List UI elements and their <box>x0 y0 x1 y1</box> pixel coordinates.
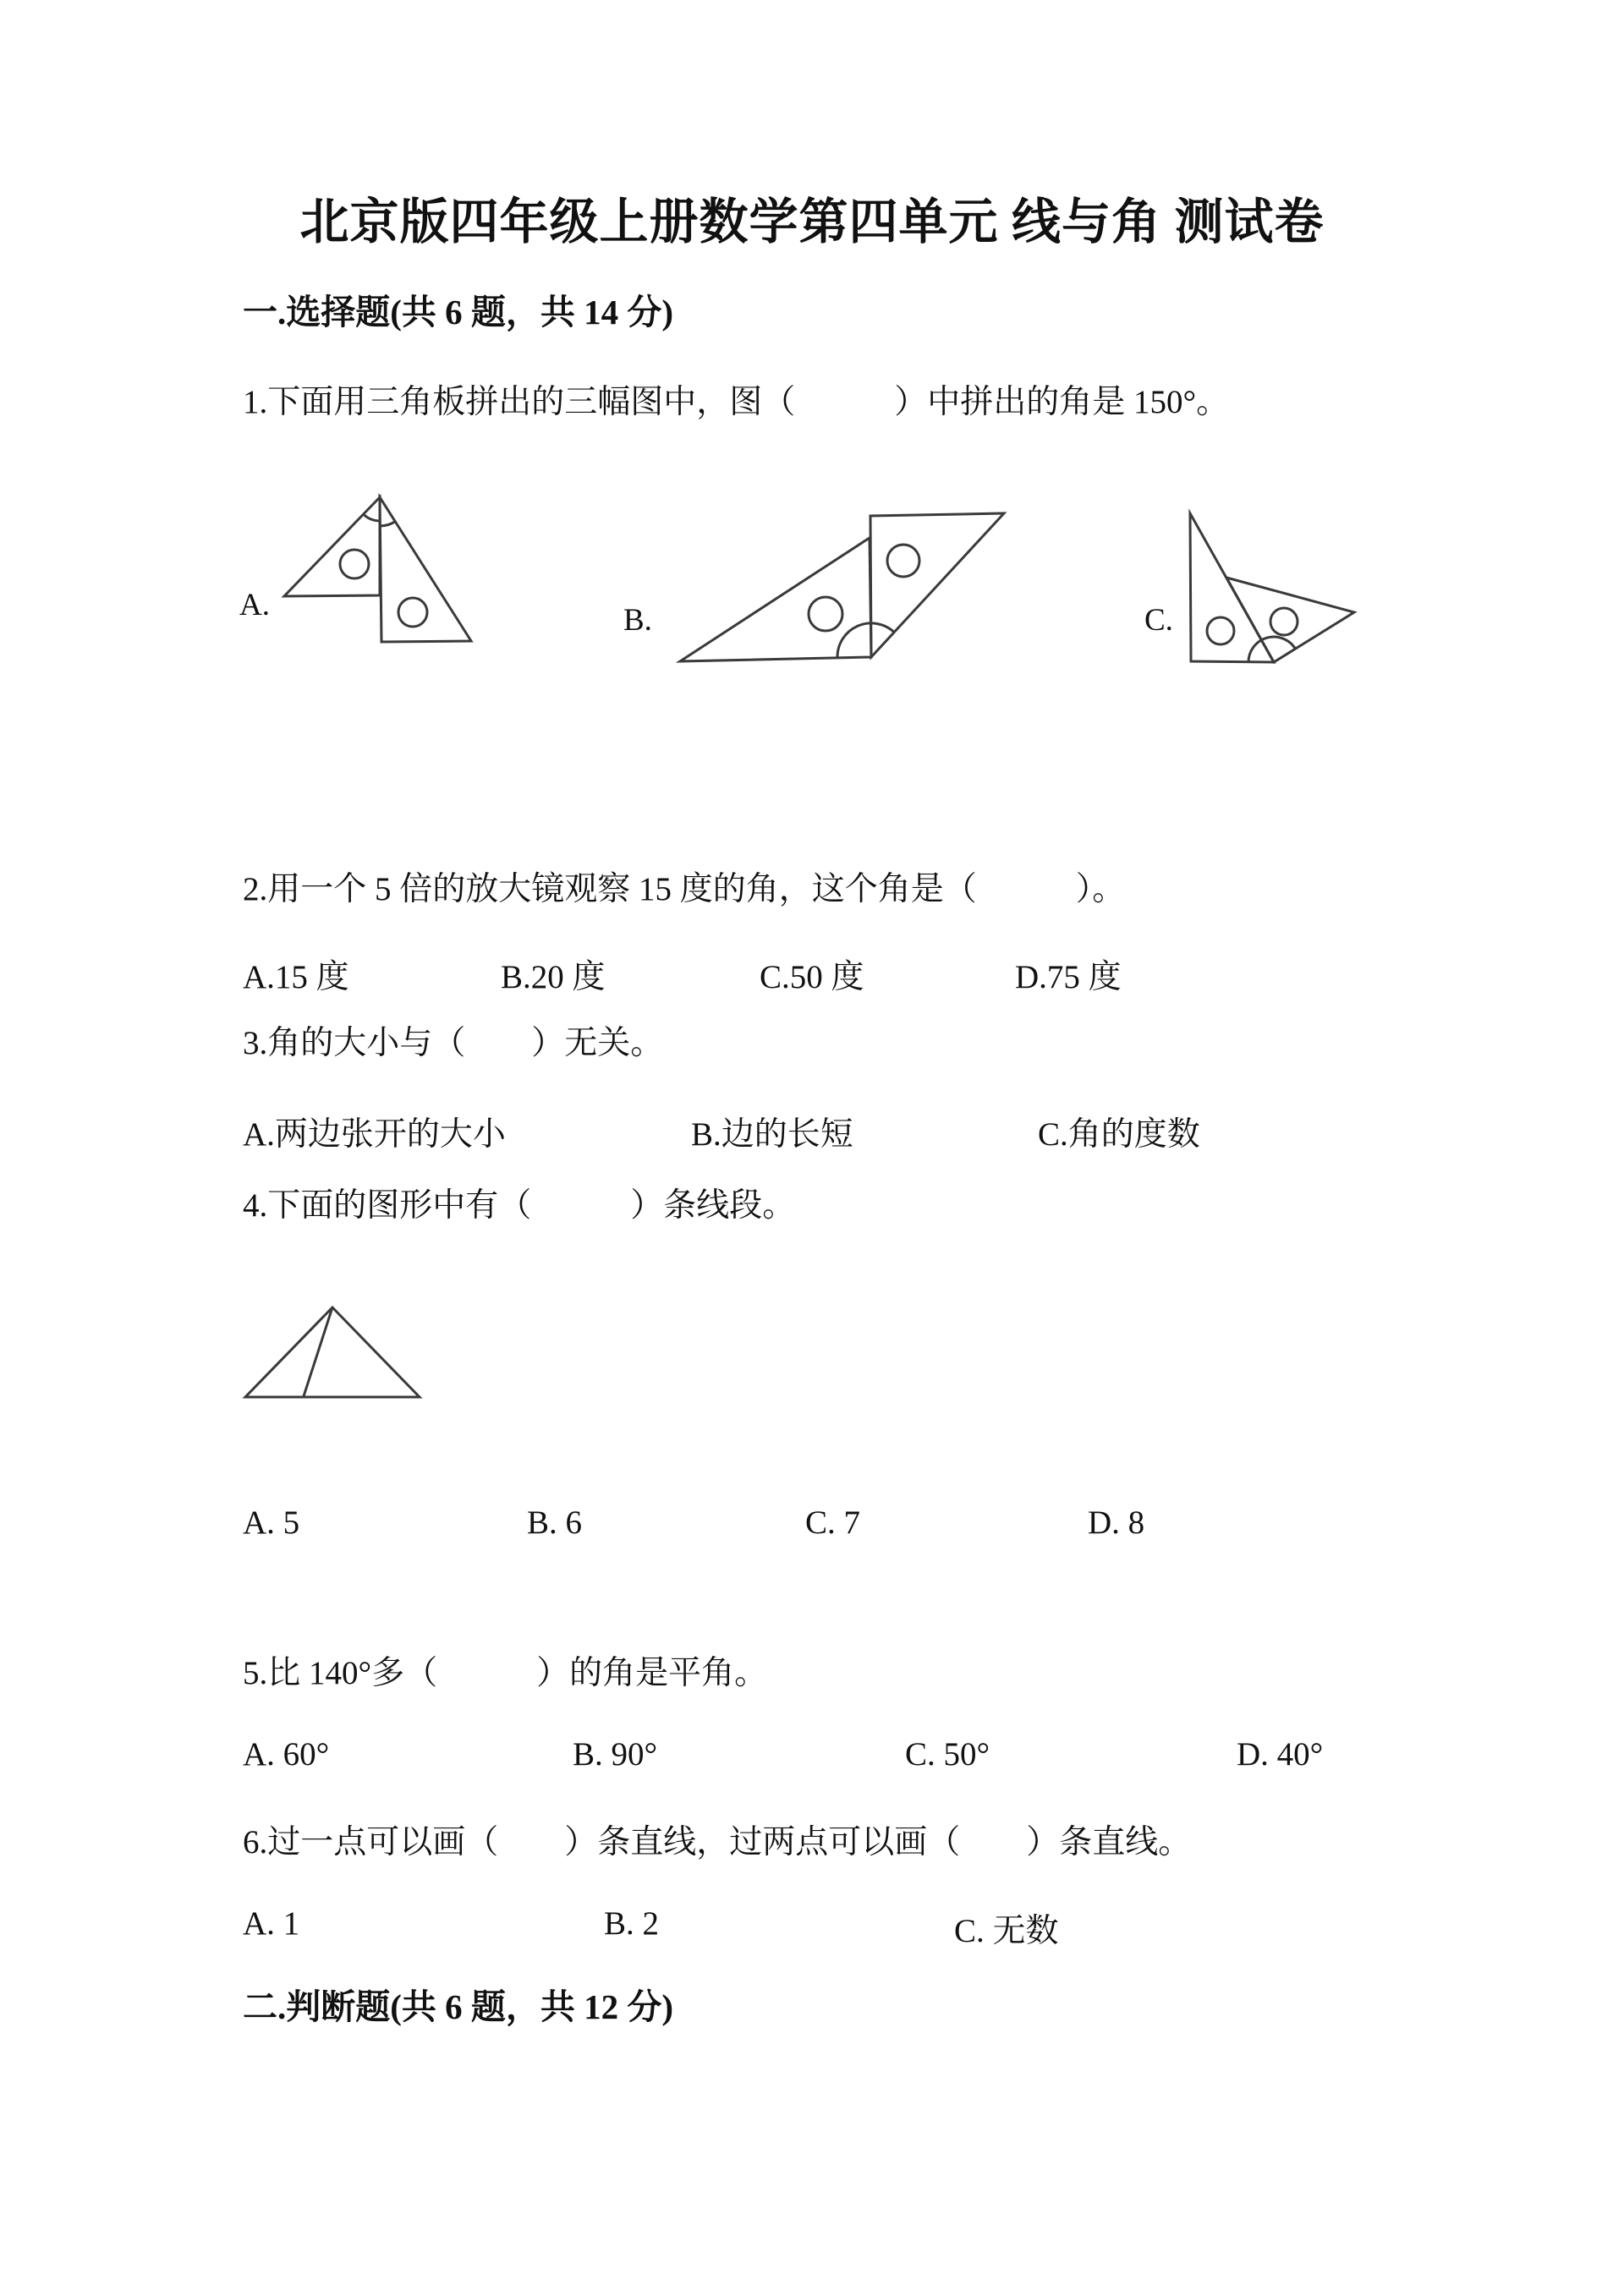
figure-c-left-hole <box>1207 617 1234 644</box>
figure-a-label: A. <box>239 588 270 622</box>
section-2-heading: 二.判断题(共 6 题，共 12 分) <box>243 1987 674 2026</box>
question-4-options <box>0 1504 1624 1548</box>
option-d: D. 8 <box>1088 1504 1145 1541</box>
option-c: C. 50° <box>905 1736 990 1773</box>
figure-c-label: C. <box>1144 603 1173 638</box>
figure-a-set-squares <box>277 489 480 658</box>
figure-c-set-squares <box>1176 501 1370 675</box>
option-a: A. 5 <box>243 1504 300 1541</box>
option-b: B. 2 <box>604 1905 660 1942</box>
question-2-stem: 2.用一个 5 倍的放大镜观察 15 度的角，这个角是（ ）。 <box>243 871 1126 907</box>
option-c: C.50 度 <box>760 959 864 995</box>
question-3-options <box>0 1108 1624 1152</box>
figure-a-angle-arc-right <box>381 522 396 526</box>
question-4-triangle <box>245 1307 420 1397</box>
figure-a-left-triangle <box>284 497 380 596</box>
figure-b-left-hole <box>809 597 842 631</box>
question-4-stem: 4.下面的图形中有（ ）条线段。 <box>243 1187 796 1224</box>
question-6-stem: 6.过一点可以画（ ）条直线，过两点可以画（ ）条直线。 <box>243 1824 1192 1860</box>
figure-b-label: B. <box>623 603 652 638</box>
option-d: D.75 度 <box>1015 959 1122 995</box>
figure-b-right-triangle <box>870 513 1004 657</box>
figure-a-angle-arc-left <box>364 514 380 521</box>
figure-b-left-triangle <box>680 538 871 661</box>
figure-c-right-hole <box>1270 608 1298 635</box>
option-a: A.15 度 <box>243 959 349 995</box>
option-b: B.20 度 <box>501 959 606 995</box>
option-b: B.边的长短 <box>691 1116 853 1153</box>
option-c: C. 7 <box>805 1504 861 1541</box>
figure-a-left-hole <box>340 550 369 578</box>
question-5-options <box>0 1735 1624 1779</box>
option-a: A.两边张开的大小 <box>243 1116 506 1153</box>
question-6-options <box>0 1904 1624 1948</box>
question-2-options <box>0 951 1624 995</box>
paper-title: 北京版四年级上册数学第四单元 线与角 测试卷 <box>299 195 1325 249</box>
question-4-triangle-figure <box>235 1296 438 1411</box>
figure-b-set-squares <box>668 501 1015 671</box>
question-1-stem: 1.下面用三角板拼出的三幅图中，图（ ）中拼出的角是 150°。 <box>243 384 1230 420</box>
option-a: A. 60° <box>243 1736 330 1773</box>
section-1-heading: 一.选择题(共 6 题，共 14 分) <box>243 293 674 332</box>
question-3-stem: 3.角的大小与（ ）无关。 <box>243 1025 664 1061</box>
question-5-stem: 5.比 140°多（ ）的角是平角。 <box>243 1655 768 1691</box>
option-d: D. 40° <box>1237 1736 1324 1773</box>
option-c: C.角的度数 <box>1038 1116 1200 1153</box>
option-a: A. 1 <box>243 1905 300 1942</box>
option-c: C. 无数 <box>954 1913 1059 1949</box>
option-b: B. 90° <box>573 1736 658 1773</box>
figure-a-right-hole <box>398 598 427 627</box>
figure-c-right-triangle <box>1226 578 1354 662</box>
figure-b-right-hole <box>887 545 919 577</box>
option-b: B. 6 <box>527 1504 583 1541</box>
